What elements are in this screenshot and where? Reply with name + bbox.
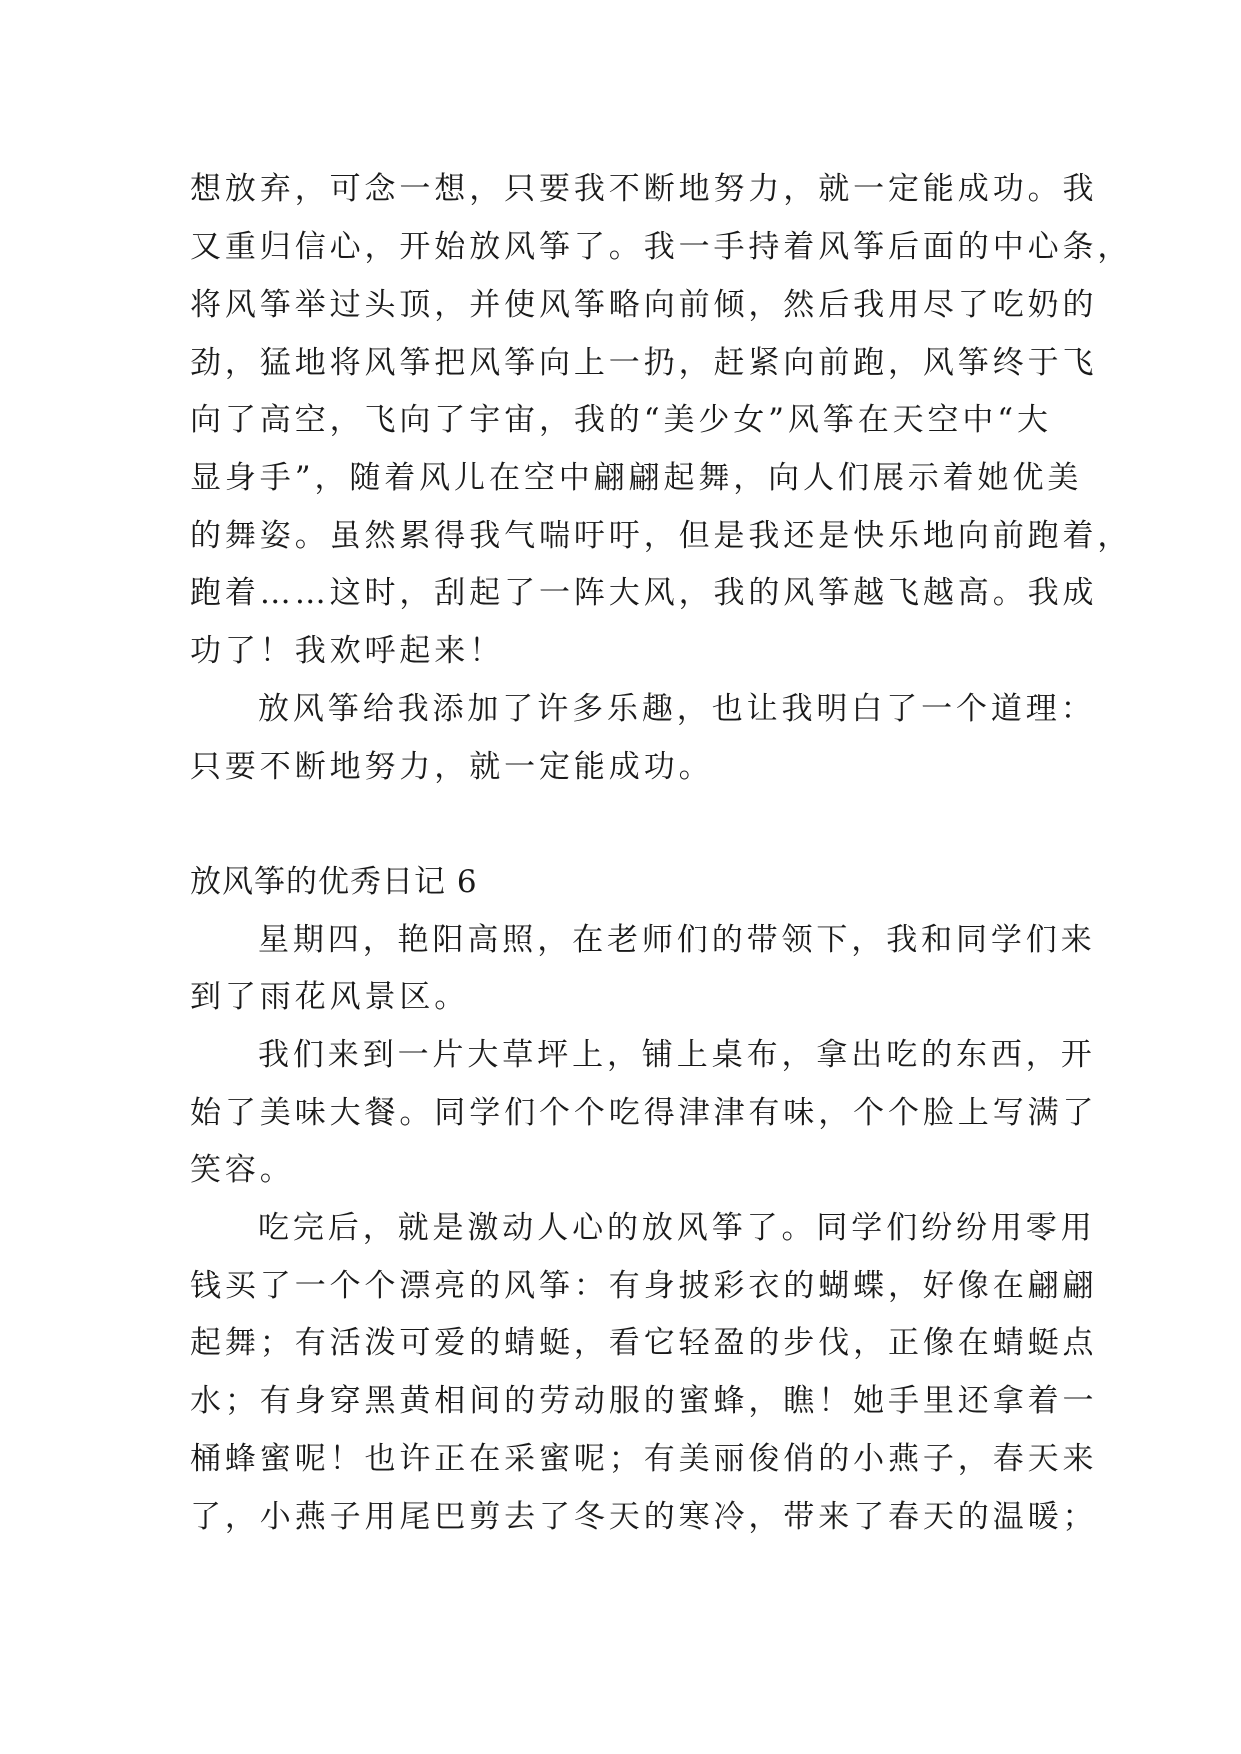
paragraph-line: 将风筝举过头顶，并使风筝略向前倾，然后我用尽了吃奶的 — [190, 287, 1098, 323]
paragraph-line: 到了雨花风景区。 — [190, 979, 470, 1015]
paragraph-line: 跑着……这时，刮起了一阵大风，我的风筝越飞越高。我成 — [190, 575, 1098, 611]
section-heading: 放风筝的优秀日记 6 — [190, 864, 478, 900]
paragraph-line: 我们来到一片大草坪上，铺上桌布，拿出吃的东西，开 — [258, 1037, 1096, 1073]
paragraph-line: 桶蜂蜜呢！也许正在采蜜呢；有美丽俊俏的小燕子，春天来 — [190, 1441, 1098, 1477]
paragraph-line: 向了高空，飞向了宇宙，我的“美少女”风筝在天空中“大 — [190, 402, 1052, 438]
paragraph-line: 吃完后，就是激动人心的放风筝了。同学们纷纷用零用 — [258, 1210, 1096, 1246]
paragraph-line: 星期四，艳阳高照，在老师们的带领下，我和同学们来 — [258, 922, 1096, 958]
paragraph-line: 只要不断地努力，就一定能成功。 — [190, 749, 714, 785]
paragraph-line: 放风筝给我添加了许多乐趣，也让我明白了一个道理： — [258, 691, 1096, 727]
paragraph-line: 起舞；有活泼可爱的蜻蜓，看它轻盈的步伐，正像在蜻蜓点 — [190, 1325, 1098, 1361]
paragraph-line: 钱买了一个个漂亮的风筝：有身披彩衣的蝴蝶，好像在翩翩 — [190, 1268, 1098, 1304]
paragraph-line: 水；有身穿黑黄相间的劳动服的蜜蜂，瞧！她手里还拿着一 — [190, 1383, 1098, 1419]
paragraph-line: 了，小燕子用尾巴剪去了冬天的寒冷，带来了春天的温暖； — [190, 1499, 1098, 1535]
paragraph-line: 功了！我欢呼起来！ — [190, 633, 505, 669]
paragraph-line: 又重归信心，开始放风筝了。我一手持着风筝后面的中心条， — [190, 229, 1133, 265]
paragraph-line: 劲，猛地将风筝把风筝向上一扔，赶紧向前跑，风筝终于飞 — [190, 345, 1098, 381]
paragraph-line: 笑容。 — [190, 1152, 295, 1188]
paragraph-line: 的舞姿。虽然累得我气喘吁吁，但是我还是快乐地向前跑着， — [190, 518, 1133, 554]
paragraph-line: 想放弃，可念一想，只要我不断地努力，就一定能成功。我 — [190, 171, 1098, 207]
paragraph-line: 显身手”，随着风儿在空中翩翩起舞，向人们展示着她优美 — [190, 460, 1083, 496]
paragraph-line: 始了美味大餐。同学们个个吃得津津有味，个个脸上写满了 — [190, 1095, 1098, 1131]
